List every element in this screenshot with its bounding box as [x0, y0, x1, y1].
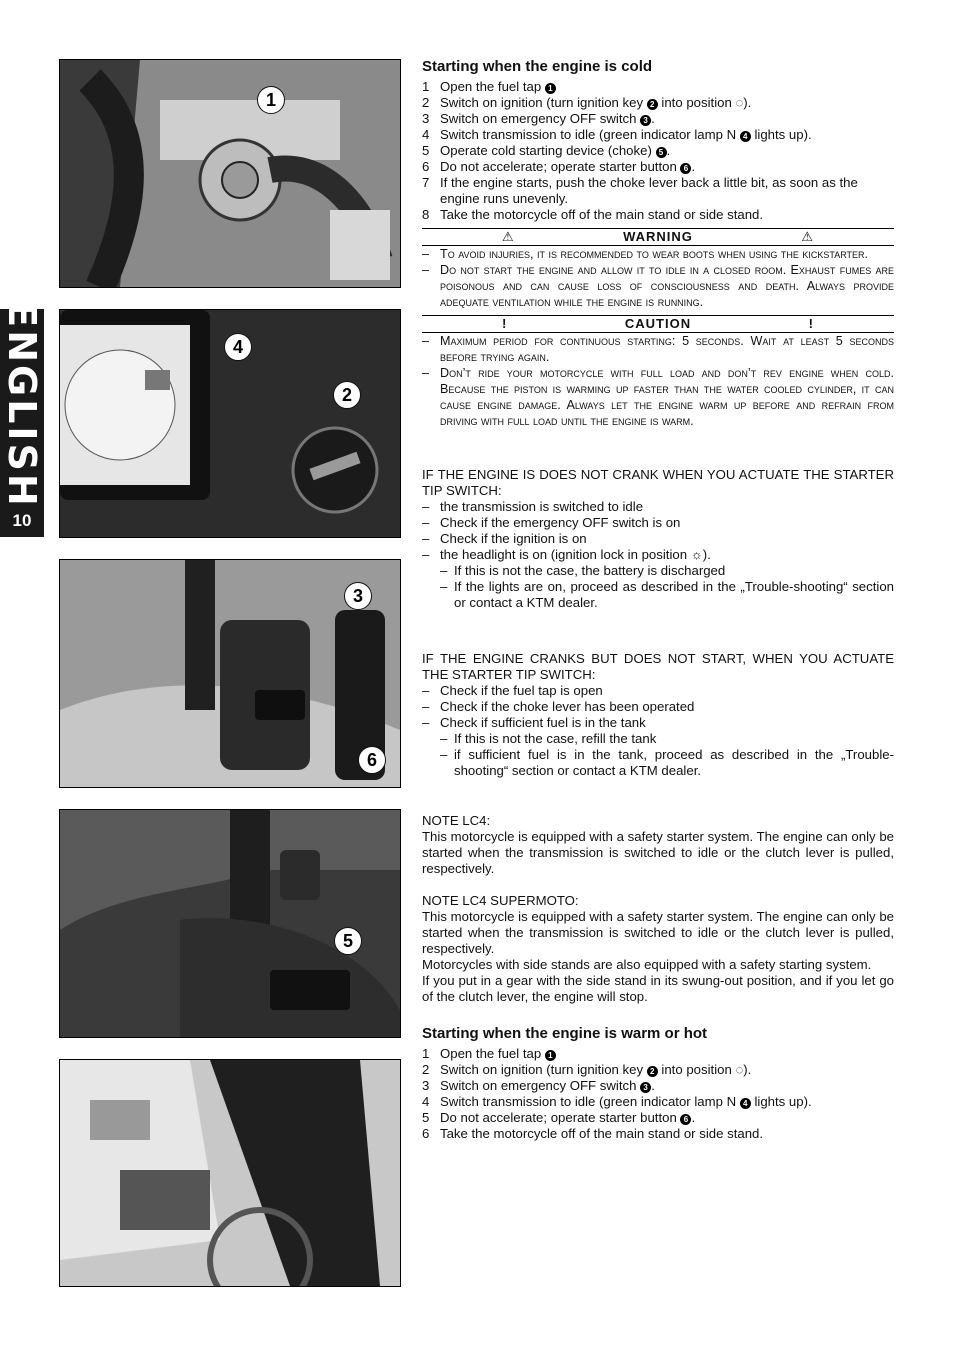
warning-header: ⚠ WARNING ⚠: [422, 228, 894, 246]
no-crank-sublist: [422, 563, 894, 611]
note-lc4-label: NOTE LC4:: [422, 813, 491, 828]
list-item: – Maximum period for continuous starting: 5 seconds. Wait at least 5 seconds before trying again.: [422, 333, 894, 365]
warning-list: [422, 246, 894, 310]
list-item: – Check if the fuel tap is open: [422, 683, 894, 699]
list-item: 3 Switch on emergency OFF switch 3 .: [422, 111, 655, 126]
list-item: – the headlight is on (ignition lock in position ☼).: [422, 547, 894, 563]
cold-start-title: Starting when the engine is cold: [422, 58, 653, 75]
text-column: [422, 58, 894, 1142]
list-item: 4 Switch transmission to idle (green indicator lamp N 4 lights up).: [422, 1094, 812, 1109]
rider-kickstart-photo: [59, 1059, 401, 1287]
language-label: ENGLISH: [0, 301, 44, 509]
note-sm-text: If you put in a gear with the side stand in its swung-out position, and if you let go of the clutch lever, the engine will stop.: [422, 973, 894, 1004]
handlebar-switch-photo: [59, 559, 401, 788]
caution-header: ! CAUTION !: [422, 315, 894, 333]
page-number: 10: [12, 511, 32, 530]
list-item: – If this is not the case, the battery is discharged: [422, 563, 894, 579]
list-item: – Check if the ignition is on: [422, 531, 894, 547]
warm-start-title: Starting when the engine is warm or hot: [422, 1025, 708, 1042]
list-item: 2 Switch on ignition (turn ignition key 2 into position ◌).: [422, 95, 752, 110]
list-item: 7 If the engine starts, push the choke lever back a little bit, as soon as the engine runs unevenly.: [422, 175, 858, 206]
callout-5: 5: [334, 927, 362, 955]
list-item: – Check if the choke lever has been operated: [422, 699, 894, 715]
cranks-no-start-intro: IF THE ENGINE CRANKS BUT DOES NOT START, WHEN YOU ACTUATE THE STARTER TIP SWITCH:: [422, 651, 894, 682]
choke-lever-photo: [59, 809, 401, 1038]
list-item: 8 Take the motorcycle off of the main stand or side stand.: [422, 207, 764, 222]
list-item: – Check if sufficient fuel is in the tank: [422, 715, 894, 731]
no-crank-intro: IF THE ENGINE IS DOES NOT CRANK WHEN YOU ACTUATE THE STARTER TIP SWITCH:: [422, 467, 894, 498]
list-item: 5 Do not accelerate; operate starter button 6 .: [422, 1110, 696, 1125]
note-lc4-text: This motorcycle is equipped with a safety starter system. The engine can only be started when the transmission is switched to idle or the clutch lever is pulled, respectively.: [422, 829, 894, 876]
exclamation-icon: !: [502, 316, 508, 331]
list-item: 1 Open the fuel tap 1: [422, 79, 894, 95]
warning-icon: ⚠: [801, 229, 814, 244]
fuel-tap-photo: [59, 59, 401, 288]
list-item: 6 Do not accelerate; operate starter button 6 .: [422, 159, 696, 174]
list-item: – If the lights are on, proceed as described in the „Trouble-shooting“ section or contact a KTM dealer.: [422, 579, 894, 611]
cranks-no-start-sublist: [422, 731, 894, 779]
list-item: 1 Open the fuel tap 1: [422, 1046, 894, 1062]
list-item: – Don’t ride your motorcycle with full load and don’t rev engine when cold. Because the piston is warming up faster than the water cooled cylinder, it can cause engine damage. Always let the engine warm up before and refrain from driving with full load until the engine is warm.: [422, 365, 894, 429]
warm-start-steps: [422, 1046, 894, 1142]
note-sm-text: Motorcycles with side stands are also equipped with a safety starting system.: [422, 957, 872, 972]
list-item: 5 Operate cold starting device (choke) 5 .: [422, 143, 671, 158]
callout-3: 3: [344, 582, 372, 610]
list-item: – Do not start the engine and allow it to idle in a closed room. Exhaust fumes are poisonous and can cause loss of consciousness and death. Always provide adequate ventilation while the engine is running.: [422, 262, 894, 310]
list-item: – the transmission is switched to idle: [422, 499, 894, 515]
cranks-no-start-list: [422, 683, 894, 731]
list-item: 4 Switch transmission to idle (green indicator lamp N 4 lights up).: [422, 127, 812, 142]
warning-icon: ⚠: [502, 229, 515, 244]
list-item: – If this is not the case, refill the tank: [422, 731, 894, 747]
note-sm-text: This motorcycle is equipped with a safety starter system. The engine can only be started when the transmission is switched to idle or the clutch lever is pulled, respectively.: [422, 909, 894, 956]
callout-4: 4: [224, 333, 252, 361]
list-item: – To avoid injuries, it is recommended to wear boots when using the kickstarter.: [422, 246, 894, 262]
ignition-dashboard-photo: [59, 309, 401, 538]
list-item: 3 Switch on emergency OFF switch 3 .: [422, 1078, 655, 1093]
callout-6: 6: [358, 746, 386, 774]
list-item: 6 Take the motorcycle off of the main stand or side stand.: [422, 1126, 764, 1141]
callout-1: 1: [257, 86, 285, 114]
no-crank-list: [422, 499, 894, 563]
list-item: 2 Switch on ignition (turn ignition key 2 into position ◌).: [422, 1062, 752, 1077]
callout-2: 2: [333, 381, 361, 409]
caution-list: [422, 333, 894, 429]
list-item: – Check if the emergency OFF switch is on: [422, 515, 894, 531]
language-tab: [0, 301, 44, 537]
list-item: – if sufficient fuel is in the tank, proceed as described in the „Trouble-shooting“ section or contact a KTM dealer.: [422, 747, 894, 779]
note-sm-label: NOTE LC4 SUPERMOTO:: [422, 893, 579, 908]
cold-start-steps: [422, 79, 894, 223]
exclamation-icon: !: [808, 316, 814, 331]
